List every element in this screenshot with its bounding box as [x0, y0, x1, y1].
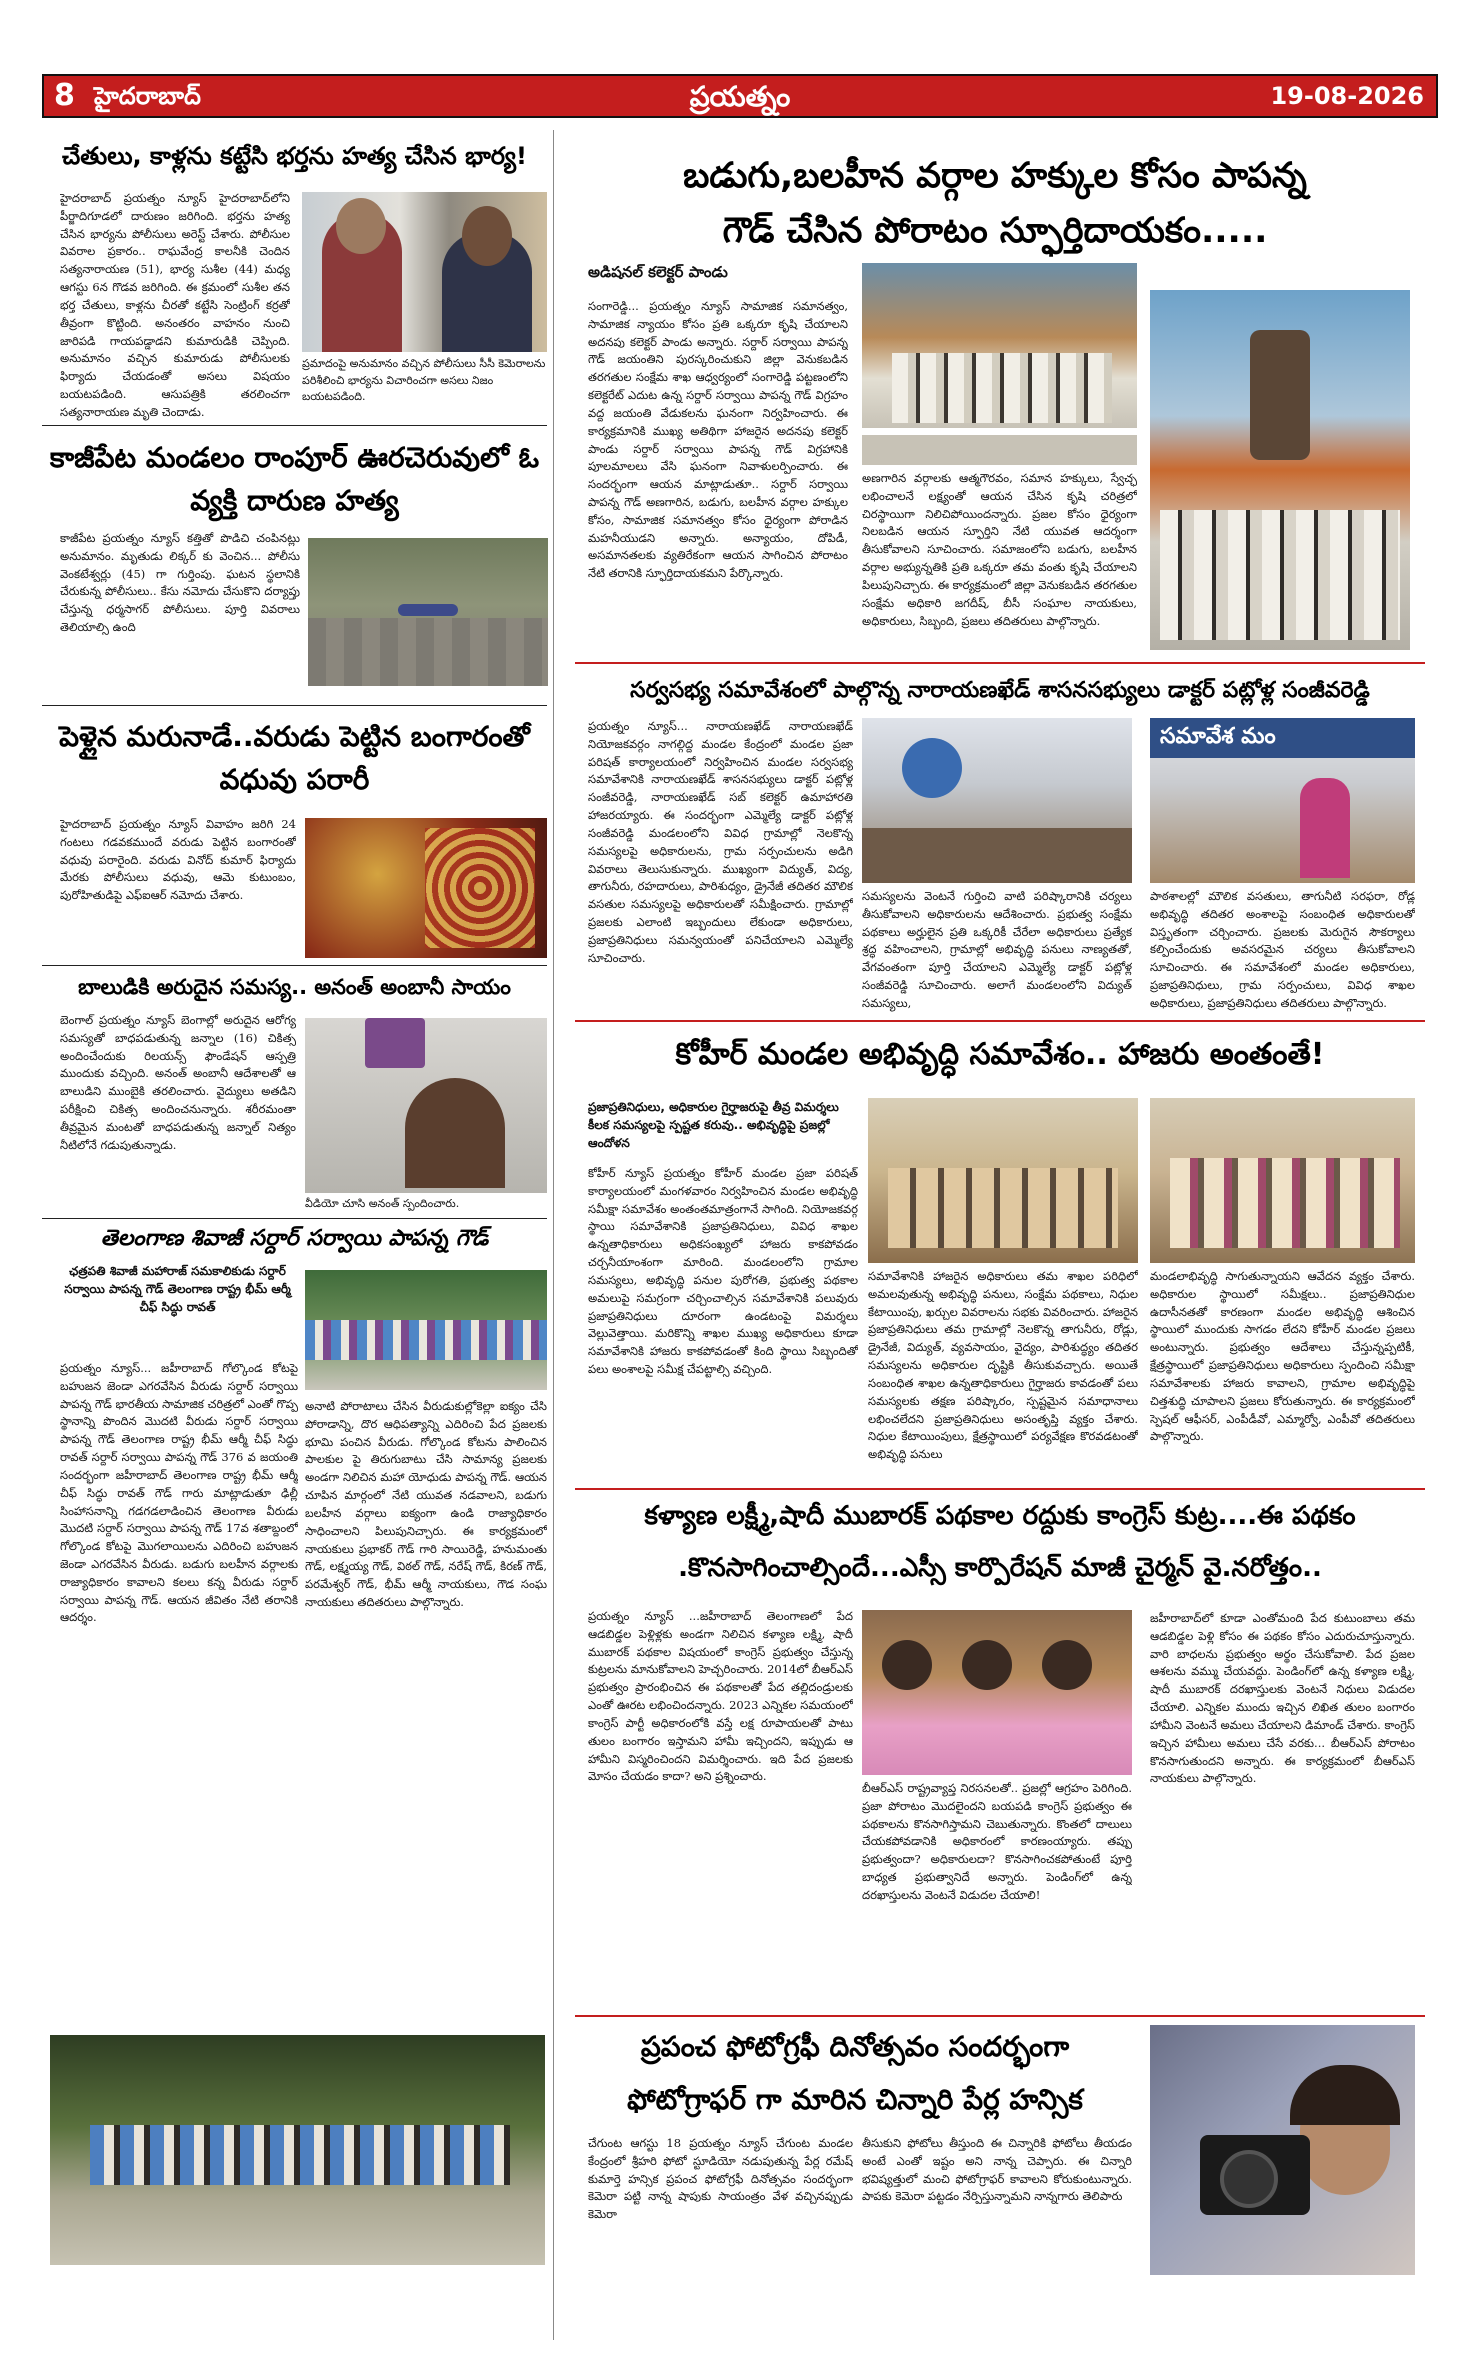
column-divider — [553, 130, 554, 2340]
city-label: హైదరాబాద్ — [94, 82, 201, 110]
divider — [42, 1218, 547, 1219]
article-headline: చేతులు, కాళ్లను కట్టేసి భర్తను హత్య చేసిన భార్య! — [62, 142, 527, 170]
divider — [575, 2015, 1425, 2017]
divider — [42, 425, 547, 426]
article-headline: పెళ్లైన మరునాడే..వరుడు పెట్టిన బంగారంతో వధువు పరారీ — [59, 720, 530, 797]
article-kicker: ఛత్రపతి శివాజీ మహారాజ్ సమకాలికుడు సర్దార్ సర్వాయి పాపన్న గౌడ్ తెలంగాణ రాష్ట్ర భీమ్ ఆర్మీ చీఫ్ సిద్ధు రావత్ — [64, 1264, 291, 1314]
article-body: చేగుంట ఆగస్టు 18 ప్రయత్నం న్యూస్ చేగుంట మండల కేంద్రంలో శ్రీహరి ఫోటో స్టూడియో నడుపుతున్న పేర్ల రమేష్ కుమార్తె హన్సిక ప్రపంచ ఫోటోగ్రఫీ దినోత్సవం సందర్భంగా కెమెరా పట్టి నాన్న షాపుకు సాయంత్రం వేళ వచ్చినప్పుడు కెమెరా — [588, 2136, 853, 2222]
article-headline-line2: ఫోటోగ్రాఫర్ గా మారిన చిన్నారి పేర్ల హన్సిక — [627, 2083, 1083, 2116]
article-body: బీఆర్ఎస్ రాష్ట్రవ్యాప్త నిరసనలతో.. ప్రజల్లో ఆగ్రహం పెరిగింది. ప్రజా పోరాటం మొదలైందని బయపడి కాంగ్రెస్ ప్రభుత్వం ఈ పథకాలను కొనసాగిస్తామని చెబుతున్నారు. కొంతలో దాలులు చేయకపోవడానికి అధికారంలో కారణంయ్యారు. తప్పు ప్రభుత్వందా? అధికారులదా? కొనసాగించకపోతుంటే పూర్తి బాధ్యత ప్రభుత్వానిదే అన్నారు. పెండింగ్‌లో ఉన్న దరఖాస్తులను వెంటనే విడుదల చేయాలి! — [862, 1781, 1132, 1902]
article-headline-line1: కళ్యాణ లక్ష్మీ,షాదీ ముబారక్ పథకాల రద్దుకు కాంగ్రెస్ కుట్ర....ఈ పథకం — [644, 1501, 1356, 1531]
article-body: తీసుకుని ఫోటోలు తీస్తుంది ఈ చిన్నారికి ఫోటోలు తీయడం అంటే ఎంతో ఇష్టం అని నాన్న చెప్పారు. ఈ చిన్నారి భవిష్యత్తులో మంచి ఫోటోగ్రాఫర్ కావాలని కోరుకుంటున్నారు. పాపకు కెమెరా పట్టడం నేర్పిస్తున్నామని నాన్నగారు తెలిపారు — [862, 2136, 1132, 2204]
page-number: 8 — [54, 78, 75, 113]
article-photo — [1150, 2025, 1415, 2275]
issue-date: 19-08-2026 — [1270, 82, 1424, 110]
article-photo — [305, 1270, 547, 1390]
article-photo-strip — [862, 435, 1137, 465]
article-photo — [862, 718, 1132, 883]
article-kicker: ప్రజాప్రతినిధులు, అధికారుల గైర్హాజరుపై తీవ్ర విమర్శలు కీలక సమస్యలపై స్పష్టత కరువు.. అభివృద్ధిపై ప్రజల్లో ఆందోళన — [588, 1100, 839, 1150]
masthead — [42, 74, 1438, 118]
article-body: కాజీపేట ప్రయత్నం న్యూస్ కత్తితో పొడిచి చంపినట్లు అనుమానం. మృతుడు లిక్కర్ కు వెంచిన... పోలీసు వెంకటేశ్వర్లు (45) గా గుర్తింపు. ఘటన స్థలానికి చేరుకున్న పోలీసులు.. కేసు నమోదు చేసుకొని దర్యాప్తు చేస్తున్న ధర్మసాగర్ పోలీసులు. పూర్తి వివరాలు తెలియాల్సి ఉంది — [60, 531, 300, 635]
divider — [575, 662, 1425, 664]
photo-caption: వీడియో చూసి అనంత్ స్పందించారు. — [305, 1197, 460, 1210]
article-photo — [1150, 1098, 1415, 1263]
article-photo — [302, 192, 547, 352]
banner-text: సమావేశ మం — [1160, 724, 1276, 749]
article-headline: కోహీర్ మండల అభివృద్ధి సమావేశం.. హాజరు అంతంతే! — [675, 1037, 1325, 1072]
article-body: అణగారిన వర్గాలకు ఆత్మగౌరవం, సమాన హక్కులు, స్వేచ్ఛ లభించాలనే లక్ష్యంతో ఆయన చేసిన కృషి చరిత్రలో చిరస్థాయిగా నిలిచిపోయిందన్నారు. ప్రజల కోసం ధైర్యంగా నిలబడిన ఆయన స్ఫూర్తిని నేటి యువత ఆదర్శంగా తీసుకోవాలని సూచించారు. సమాజంలోని బడుగు, బలహీన వర్గాల అభ్యున్నతికి ప్రతి ఒక్కరూ తమ వంతు కృషి చేయాలని పిలుపునిచ్చారు. ఈ కార్యక్రమంలో జిల్లా వెనుకబడిన తరగతుల సంక్షేమ అధికారి జగదీష్, బీసీ సంఘాల నాయకులు, అధికారులు, సిబ్బంది, ప్రజలు తదితరులు పాల్గొన్నారు. — [862, 471, 1137, 628]
article-photo — [305, 1018, 547, 1193]
article-photo — [862, 1610, 1132, 1775]
divider — [42, 705, 547, 706]
divider — [42, 965, 547, 966]
article-photo — [50, 2035, 545, 2265]
photo-caption: ప్రమాదంపై అనుమానం వచ్చిన పోలీసులు సీసీ కెమెరాలను పరిశీలించి భార్యను విచారించగా అసలు నిజం బయటపడింది. — [302, 357, 546, 403]
article-photo — [1150, 290, 1410, 650]
article-body: ప్రయత్నం న్యూస్ ...జహీరాబాద్ తెలంగాణలో పేద ఆడబిడ్డల పెళ్లిళ్లకు అండగా నిలిచిన కళ్యాణ లక్ష్మి, షాదీ ముబారక్ పథకాల విషయంలో కాంగ్రెస్ ప్రభుత్వం చేస్తున్న కుట్రలను మానుకోవాలని హెచ్చరించారు. 2014లో బీఆర్ఎస్ ప్రభుత్వం ప్రారంభించిన ఈ పథకాలతో పేద తల్లిదండ్రులకు ఎంతో ఊరట లభించిందన్నారు. 2023 ఎన్నికల సమయంలో కాంగ్రెస్ పార్టీ అధికారంలోకి వస్తే లక్ష రూపాయలతో పాటు తులం బంగారం ఇస్తామని హామీ ఇచ్చిందని, ఇప్పుడు ఆ హామీని విస్మరించిందని విమర్శించారు. ఇది పేద ప్రజలకు మోసం చేయడం కాదా? అని ప్రశ్నించారు. — [588, 1609, 853, 1784]
article-photo — [862, 263, 1137, 428]
article-photo — [868, 1098, 1138, 1263]
article-body: ప్రయత్నం న్యూస్... నారాయణఖేడ్ నారాయణఖేడ్ నియోజకవర్గం నాగల్గిద్ద మండల కేంద్రంలో మండల ప్రజా పరిషత్ కార్యాలయంలో నిర్వహించిన మండల సర్వసభ్య సమావేశానికి నారాయణఖేడ్ శాసనసభ్యులు డాక్టర్ పట్లోళ్ల సంజీవరెడ్డి, నారాయణఖేడ్ సబ్ కలెక్టర్ ఉమాహారతి హాజరయ్యారు. ఈ సందర్భంగా ఎమ్మెల్యే డాక్టర్ పట్లోళ్ల సంజీవరెడ్డి మండలంలోని వివిధ గ్రామాల్లో నెలకొన్న సమస్యలపై అధికారులను, గ్రామ సర్పంచులను అడిగి వివరాలు తెలుసుకున్నారు. ముఖ్యంగా విద్యుత్, విద్య, తాగునీరు, రహదారులు, పారిశుధ్యం, డ్రైనేజీ తదితర మౌలిక వసతుల సమస్యలపై అధికారులతో సమీక్షించారు. గ్రామాల్లో ప్రజలకు ఎలాంటి ఇబ్బందులు లేకుండా అధికారులు, ప్రజాప్రతినిధులు సమన్వయంతో పనిచేయాలని ఎమ్మెల్యే సూచించారు. — [588, 719, 853, 965]
article-body: మండలాభివృద్ధి సాగుతున్నాయని ఆవేదన వ్యక్తం చేశారు. అధికారుల స్థాయిలో సమీక్షలు.. ప్రజాప్రతినిధుల ఉదాసీనతతో కారణంగా మండల అభివృద్ధి ఆశించిన స్థాయిలో ముందుకు సాగడం లేదని కోహీర్ మండల ప్రజలు అంటున్నారు. ప్రభుత్వం ఆదేశాలు చేస్తున్నప్పటికీ, క్షేత్రస్థాయిలో ప్రజాప్రతినిధులు అధికారులు స్పందించి సమీక్షా సమావేశాలకు హాజరు కావాలని, గ్రామాల అభివృద్ధిపై చిత్తశుద్ధి చూపాలని ప్రజలు కోరుతున్నారు. ఈ కార్యక్రమంలో స్పెషల్ ఆఫీసర్, ఎంపీడీవో, ఎమ్మార్వో, ఎంపీవో తదితరులు పాల్గొన్నారు. — [1150, 1269, 1415, 1444]
article-body: సమస్యలను వెంటనే గుర్తించి వాటి పరిష్కారానికి చర్యలు తీసుకోవాలని అధికారులను ఆదేశించారు. ప్రభుత్వ సంక్షేమ పథకాలు అర్హులైన ప్రతి ఒక్కరికీ చేరేలా అధికారులు ప్రత్యేక శ్రద్ధ వహించాలని, గ్రామాల్లో అభివృద్ధి పనులు నాణ్యతతో, వేగవంతంగా పూర్తి చేయాలని ఎమ్మెల్యే డాక్టర్ పట్లోళ్ల సంజీవరెడ్డి సూచించారు. అలాగే మండలంలోని విద్యుత్ సమస్యలు, — [862, 889, 1132, 1010]
article-headline: సర్వసభ్య సమావేశంలో పాల్గొన్న నారాయణఖేడ్ శాసనసభ్యులు డాక్టర్ పట్లోళ్ల సంజీవరెడ్డి — [630, 678, 1370, 703]
article-body: సమావేశానికి హాజరైన అధికారులు తమ శాఖల పరిధిలో అమలవుతున్న అభివృద్ధి పనులు, సంక్షేమ పథకాలు, నిధుల కేటాయింపు, ఖర్చుల వివరాలను సభకు వివరించారు. హాజరైన ప్రజాప్రతినిధులు తమ గ్రామాల్లో నెలకొన్న తాగునీరు, రోడ్లు, డ్రైనేజీ, విద్యుత్, వ్యవసాయం, వైద్యం, పారిశుద్ధ్యం తదితర సమస్యలను అధికారుల దృష్టికి తీసుకువచ్చారు. అయితే సంబంధిత శాఖల ఉన్నతాధికారులు గైర్హాజరు కావడంతో పలు సమస్యలకు తక్షణ పరిష్కారం, స్పష్టమైన సమాధానాలు లభించలేదని ప్రజాప్రతినిధులు అసంతృప్తి వ్యక్తం చేశారు. నిధుల కేటాయింపులు, క్షేత్రస్థాయిలో పర్యవేక్షణ కొరవడటంతో అభివృద్ధి పనులు — [868, 1269, 1138, 1462]
lead-headline-line1: బడుగు,బలహీన వర్గాల హక్కుల కోసం పాపన్న — [683, 156, 1307, 196]
article-body: హైదరాబాద్ ప్రయత్నం న్యూస్ వివాహం జరిగి 24 గంటలు గడవకముందే వరుడు పెట్టిన బంగారంతో వధువు పరారైంది. వరుడు వినోద్ కుమార్ ఫిర్యాదు మేరకు పోలీసులు వధువు, ఆమె కుటుంబం, పురోహితుడిపై ఎఫ్ఐఆర్ నమోదు చేశారు. — [60, 817, 296, 903]
article-photo — [1150, 718, 1415, 883]
article-body: సంగారెడ్డి... ప్రయత్నం న్యూస్ సామాజిక సమానత్వం, సామాజిక న్యాయం కోసం ప్రతి ఒక్కరూ కృషి చేయాలని అదనపు కలెక్టర్ పాండు అన్నారు. సర్దార్ సర్వాయి పాపన్న గౌడ్ జయంతిని పురస్కరించుకుని జిల్లా వెనుకబడిన తరగతుల సంక్షేమ శాఖ ఆధ్వర్యంలో సంగారెడ్డి పట్టణంలోని కలెక్టరేట్ ఎదుట ఉన్న సర్దార్ సర్వాయి పాపన్న గౌడ్ విగ్రహం వద్ద జయంతి వేడుకలను ఘనంగా నిర్వహించారు. ఈ కార్యక్రమానికి ముఖ్య అతిథిగా హాజరైన అదనపు కలెక్టర్ పాండు సర్దార్ సర్వాయి పాపన్న గౌడ్ విగ్రహానికి పూలమాలలు వేసి ఘనంగా నివాళులర్పించారు. ఈ సందర్భంగా ఆయన మాట్లాడుతూ.. సర్దార్ సర్వాయి పాపన్న గౌడ్ అణగారిన, బడుగు, బలహీన వర్గాల హక్కుల కోసం, సామాజిక సమానత్వం కోసం ధైర్యంగా పోరాడిన మహనీయుడని అన్నారు. అన్యాయం, దోపిడీ, అసమానతలకు వ్యతిరేకంగా ఆయన సాగించిన పోరాటం నేటి తరానికి స్ఫూర్తిదాయకమని పేర్కొన్నారు. — [588, 299, 848, 581]
article-headline: బాలుడికి అరుదైన సమస్య.. అనంత్ అంబానీ సాయం — [78, 975, 511, 999]
article-photo — [305, 818, 547, 958]
article-body: హైదరాబాద్ ప్రయత్నం న్యూస్ హైదరాబాద్‌లోని పీర్జాదిగూడలో దారుణం జరిగింది. భర్తను హత్య చేసిన భార్యను పోలీసులు అరెస్ట్ చేశారు. పోలీసుల వివరాల ప్రకారం.. రాఘవేంద్ర కాలనీకి చెందిన సత్యనారాయణ (51), భార్య సుశీల (44) మధ్య ఆగస్టు 6న గొడవ జరిగింది. ఈ క్రమంలో సుశీల తన భర్త చేతులు, కాళ్లను చీరతో కట్టేసి సెంట్రింగ్ కర్రతో తీవ్రంగా కొట్టింది. అనంతరం వాహనం నుంచి జారిపడి గాయపడ్డాడని కుమారుడికి చెప్పింది. అనుమానం వచ్చిన కుమారుడు పోలీసులకు ఫిర్యాదు చేయడంతో అసలు విషయం బయటపడింది. ఆసుపత్రికి తరలించగా సత్యనారాయణ మృతి చెందాడు. — [60, 191, 290, 419]
article-body: అనాటి పోరాటాలు చేసిన వీరుడుకుల్లోకెల్లా ఐక్యం చేసి పోరాడాన్ని, దొర ఆధిపత్యాన్ని ఎదిరించి పేద ప్రజలకు భూమి పంచిన వీరుడు. గోల్కొండ కోటను పాలించిన పాలకుల పై తిరుగుబాటు చేసి సామాన్య ప్రజలకు అండగా నిలిచిన మహా యోధుడు పాపన్న గౌడ్. ఆయన చూపిన మార్గంలో నేటి యువత నడవాలని, బడుగు బలహీన వర్గాలు ఐక్యంగా ఉండి రాజ్యాధికారం సాధించాలని పిలుపునిచ్చారు. ఈ కార్యక్రమంలో నాయకులు ప్రభాకర్ గౌడ్ గారి సాయిరెడ్డి, హనుమంతు గౌడ్, లక్ష్మయ్య గౌడ్, విఠల్ గౌడ్, నరేష్ గౌడ్, కిరణ్ గౌడ్, పరమేశ్వర్ గౌడ్, భీమ్ ఆర్మీ నాయకులు, గౌడ సంఘ నాయకులు తదితరులు పాల్గొన్నారు. — [305, 1399, 547, 1609]
article-body: పాఠశాలల్లో మౌలిక వసతులు, తాగునీటి సరఫరా, రోడ్ల అభివృద్ధి తదితర అంశాలపై సంబంధిత అధికారులతో విస్తృతంగా చర్చించారు. ప్రజలకు మెరుగైన సౌకర్యాలు కల్పించేందుకు అవసరమైన చర్యలు తీసుకోవాలని సూచించారు. ఈ సమావేశంలో మండల అధికారులు, ప్రజాప్రతినిధులు, గ్రామ సర్పంచులు, వివిధ శాఖల అధికారులు, ప్రజాప్రతినిధులు తదితరులు పాల్గొన్నారు. — [1150, 889, 1415, 1010]
article-body: జహీరాబాద్‌లో కూడా ఎంతోమంది పేద కుటుంబాలు తమ ఆడబిడ్డల పెళ్లి కోసం ఈ పథకం కోసం ఎదురుచూస్తున్నారు. వారి బాధలను ప్రభుత్వం అర్థం చేసుకోవాలి. పేద ప్రజల ఆశలను వమ్ము చేయవద్దు. పెండింగ్‌లో ఉన్న కళ్యాణ లక్ష్మి, షాదీ ముబారక్ దరఖాస్తులకు వెంటనే నిధులు విడుదల చేయాలి. ఎన్నికల ముందు ఇచ్చిన లిఖిత తులం బంగారం హామీని వెంటనే అమలు చేయాలని డిమాండ్ చేశారు. కాంగ్రెస్ ఇచ్చిన హామీలు అమలు చేసే వరకు... బీఆర్ఎస్ పోరాటం కొనసాగుతుందని అన్నారు. ఈ కార్యక్రమంలో బీఆర్ఎస్ నాయకులు పాల్గొన్నారు. — [1150, 1611, 1415, 1786]
article-body: ప్రయత్నం న్యూస్... జహీరాబాద్ గోల్కొండ కోటపై బహుజన జెండా ఎగరవేసిన వీరుడు సర్దార్ సర్వాయి పాపన్న గౌడ్ భారతీయ సామాజిక చరిత్రలో ఎంతో గొప్ప స్థానాన్ని పొందిన మొదటి వీరుడు సర్దార్ సర్వాయి పాపన్న గౌడ్ తెలంగాణ రాష్ట్ర భీమ్ ఆర్మీ చీఫ్ సిద్ధు రావత్ సర్దార్ సర్వాయి పాపన్న గౌడ్ 376 వ జయంతి సందర్భంగా జహీరాబాద్ తెలంగాణ రాష్ట్ర భీమ్ ఆర్మీ చీఫ్ సిద్ధు రావత్ గౌడ్ గారు మాట్లాడుతూ ఢిల్లీ సింహాసనాన్ని గడగడలాడించిన తెలంగాణ వీరుడు మొదటి సర్దార్ సర్వాయి పాపన్న గౌడ్ 17వ శతాబ్దంలో గోల్కొండ కోటపై మొగలాయిలను ఎదిరించి బహుజన జెండా ఎగరవేసిన వీరుడు. బడుగు బలహీన వర్గాలకు రాజ్యాధికారం కావాలని కలలు కన్న వీరుడు సర్దార్ సర్వాయి పాపన్న గౌడ్. ఆయన జీవితం నేటి తరానికి ఆదర్శం. — [60, 1361, 298, 1625]
lead-headline-line2: గౌడ్ చేసిన పోరాటం స్ఫూర్తిదాయకం..... — [722, 211, 1268, 251]
article-headline-line1: ప్రపంచ ఫోటోగ్రఫీ దినోత్సవం సందర్భంగా — [640, 2030, 1070, 2063]
divider — [575, 1020, 1425, 1022]
article-subhead: అడిషనల్ కలెక్టర్ పాండు — [588, 263, 728, 281]
article-headline-line2: .కొనసాగించాల్సిందే...ఎస్సీ కార్పొరేషన్ మాజీ చైర్మన్ వై.నరోత్తం.. — [678, 1553, 1322, 1583]
article-body: కోహీర్ న్యూస్ ప్రయత్నం కోహీర్ మండల ప్రజా పరిషత్ కార్యాలయంలో మంగళవారం నిర్వహించిన మండల అభివృద్ధి సమీక్షా సమావేశం అంతంతమాత్రంగానే సాగింది. నియోజకవర్గ స్థాయి సమావేశానికి ప్రజాప్రతినిధులు, వివిధ శాఖల ఉన్నతాధికారులు అధికసంఖ్యలో హాజరు కాకపోవడం చర్చనీయాంశంగా మారింది. మండలంలోని గ్రామాల సమస్యలు, అభివృద్ధి పనుల పురోగతి, ప్రభుత్వ పథకాల అమలుపై సమగ్రంగా చర్చించాల్సిన సమావేశానికి పలువురు ప్రజాప్రతినిధులు దూరంగా ఉండటంపై విమర్శలు వెల్లువెత్తాయి. మరికొన్ని శాఖల ముఖ్య అధికారులు కూడా సమావేశానికి హాజరు కాకపోవడంతో కింది స్థాయి సిబ్బందితో పలు అంశాలపై సమీక్ష చేపట్టాల్సి వచ్చింది. — [588, 1166, 858, 1376]
article-photo — [308, 538, 548, 686]
paper-name: ప్రయత్నం — [689, 80, 791, 113]
article-headline: కాజీపేట మండలం రాంపూర్ ఊరచెరువులో ఓ వ్యక్తి దారుణ హత్య — [49, 441, 540, 518]
article-headline: తెలంగాణ శివాజీ సర్దార్ సర్వాయి పాపన్న గౌడ్ — [100, 1226, 489, 1251]
article-body: బెంగాల్ ప్రయత్నం న్యూస్ బెంగాల్లో అరుదైన ఆరోగ్య సమస్యతో బాధపడుతున్న జన్నాల (16) చికిత్స అందించేందుకు రిలయన్స్ ఫౌండేషన్ ఆస్పత్రి ముందుకు వచ్చింది. అనంత్ అంబానీ ఆదేశాలతో ఆ బాలుడిని ముంబైకి తరలించారు. వైద్యులు అతడిని పరీక్షించి చికిత్స అందించనున్నారు. శరీరమంతా తీవ్రమైన మంటతో బాధపడుతున్న జన్నాల్ నిత్యం నీటిలోనే గడుపుతున్నాడు. — [60, 1013, 296, 1152]
divider — [575, 1488, 1425, 1490]
